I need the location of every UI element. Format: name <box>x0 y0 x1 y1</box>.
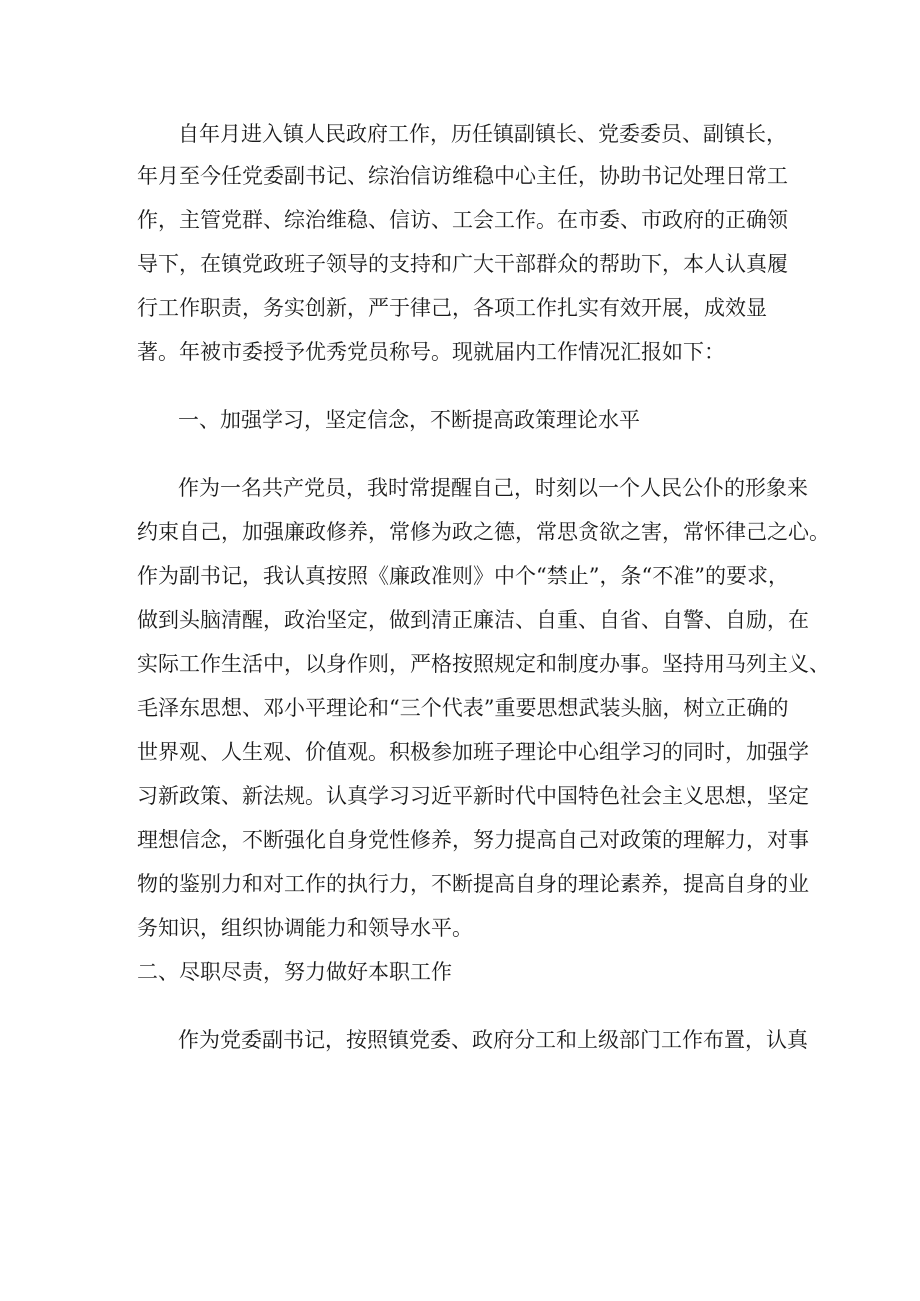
text-line-10: 做到头脑清醒，政治坚定，做到清正廉洁、自重、自省、自警、自励，在 <box>137 608 809 632</box>
text-line-17: 务知识，组织协调能力和领导水平。 <box>137 916 473 940</box>
text-line-5: 行工作职责，务实创新，严于律己，各项工作扎实有效开展，成效显 <box>137 296 767 320</box>
text-line-4: 导下，在镇党政班子领导的支持和广大干部群众的帮助下，本人认真履 <box>137 252 788 276</box>
text-line-12: 毛泽东思想、邓小平理论和“三个代表”重要思想武装头脑，树立正确的 <box>137 696 789 720</box>
text-line-2: 年月至今任党委副书记、综治信访维稳中心主任，协助书记处理日常工 <box>137 164 788 188</box>
text-line-15: 理想信念，不断强化自身党性修养，努力提高自己对政策的理解力，对事 <box>137 828 809 852</box>
text-line-11: 实际工作生活中，以身作则，严格按照规定和制度办事。坚持用马列主义、 <box>137 652 830 676</box>
text-line-16: 物的鉴别力和对工作的执行力，不断提高自身的理论素养，提高自身的业 <box>137 872 809 896</box>
text-line-8: 约束自己，加强廉政修养，常修为政之德，常思贪欲之害，常怀律己之心。 <box>137 520 830 544</box>
text-line-7: 作为一名共产党员，我时常提醒自己，时刻以一个人民公仆的形象来 <box>178 476 808 500</box>
section-heading-1: 一、加强学习，坚定信念，不断提高政策理论水平 <box>178 408 640 432</box>
text-line-13: 世界观、人生观、价值观。积极参加班子理论中心组学习的同时，加强学 <box>137 740 809 764</box>
section-heading-2: 作为党委副书记，按照镇党委、政府分工和上级部门工作布置，认真 <box>178 1028 808 1052</box>
text-line-9: 作为副书记，我认真按照《廉政准则》中个“禁止”，条“不准”的要求， <box>137 564 789 588</box>
text-line-3: 作，主管党群、综治维稳、信访、工会工作。在市委、市政府的正确领 <box>137 208 788 232</box>
text-line-6: 著。年被市委授予优秀党员称号。现就届内工作情况汇报如下： <box>137 340 725 364</box>
text-line-14: 习新政策、新法规。认真学习习近平新时代中国特色社会主义思想，坚定 <box>137 784 809 808</box>
text-line-1: 自年月进入镇人民政府工作，历任镇副镇长、党委委员、副镇长， <box>178 122 787 146</box>
text-line-18: 二、尽职尽责，努力做好本职工作 <box>137 960 452 984</box>
